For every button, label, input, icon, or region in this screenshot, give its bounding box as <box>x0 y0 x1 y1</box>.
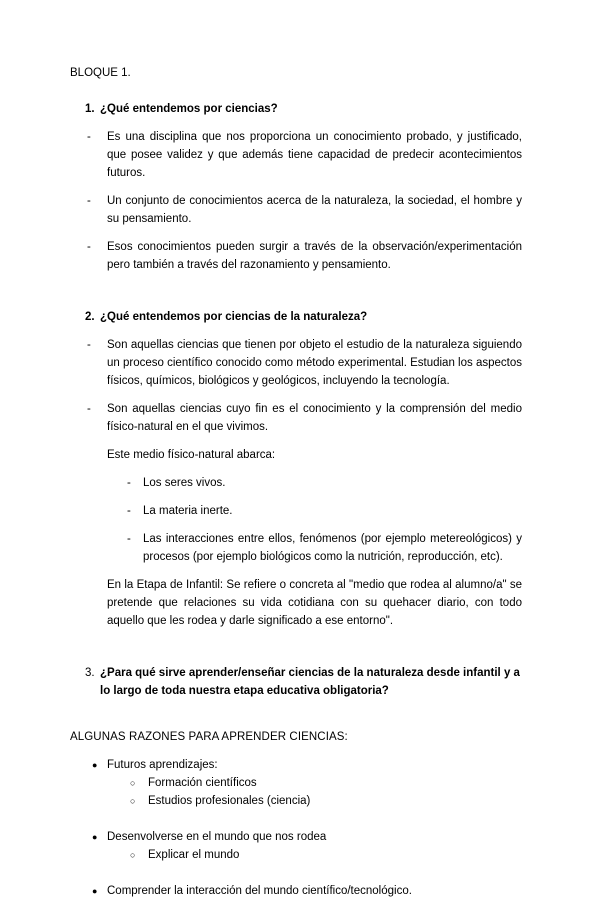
spacer <box>70 274 522 308</box>
sub-list-item <box>70 530 522 566</box>
question-1-heading <box>70 100 522 118</box>
dash-bullet-icon: - <box>87 403 91 415</box>
dash-bullet-icon: - <box>87 241 91 253</box>
question-1-number: 1. <box>85 103 95 115</box>
sub-list-item <box>70 774 522 792</box>
reasons-section-title: ALGUNAS RAZONES PARA APRENDER CIENCIAS: <box>70 731 348 743</box>
sub-list-item <box>70 474 522 492</box>
dash-bullet-icon: - <box>127 533 131 545</box>
dash-bullet-icon: - <box>127 505 131 517</box>
list-item-text: Futuros aprendizajes: <box>107 759 218 771</box>
sub-list-item-text: Las interacciones entre ellos, fenómenos (por ejemplo metereológicos) y procesos (por ejemplo biológicos como la nutrición, reproducción, etc). <box>143 533 522 563</box>
spacer <box>70 700 522 728</box>
question-3-text: ¿Para qué sirve aprender/enseñar ciencias de la naturaleza desde infantil y a lo largo de toda nuestra etapa educativa obligatoria? <box>100 667 520 697</box>
question-2-text: ¿Qué entendemos por ciencias de la naturaleza? <box>100 311 368 323</box>
spacer <box>70 326 522 336</box>
question-2-heading <box>70 308 522 326</box>
spacer <box>70 810 522 828</box>
list-item <box>70 192 522 228</box>
question-3-number: 3. <box>85 667 95 679</box>
round-bullet-icon: ● <box>92 832 98 842</box>
sub-list-item-text: La materia inerte. <box>143 505 233 517</box>
question-2-number: 2. <box>85 311 95 323</box>
hollow-circle-bullet-icon: ○ <box>130 796 136 806</box>
list-item-text: Comprender la interacción del mundo científico/tecnológico. <box>107 885 412 897</box>
spacer <box>70 492 522 502</box>
list-item <box>70 238 522 274</box>
list-item <box>70 336 522 390</box>
round-bullet-icon: ● <box>92 760 98 770</box>
spacer <box>70 436 522 446</box>
list-item-text: Son aquellas ciencias cuyo fin es el conocimiento y la comprensión del medio físico-natural en el que vivimos. <box>107 403 522 433</box>
list-item <box>70 400 522 436</box>
dash-bullet-icon: - <box>87 131 91 143</box>
lead-in-paragraph: Este medio físico-natural abarca: <box>107 449 276 461</box>
block-title: BLOQUE 1. <box>70 67 131 79</box>
list-item <box>70 882 522 900</box>
sub-list-item-text: Los seres vivos. <box>143 477 226 489</box>
list-item-text: Desenvolverse en el mundo que nos rodea <box>107 831 327 843</box>
spacer <box>70 182 522 192</box>
list-item-text: Son aquellas ciencias que tienen por objeto el estudio de la naturaleza siguiendo un proceso científico conocido como método experimental. Estudian los aspectos físicos, químicos, biológicos y geológicos, incluyendo la tecnología. <box>107 339 522 387</box>
document-content <box>70 64 522 900</box>
list-item <box>70 128 522 182</box>
dash-bullet-icon: - <box>87 339 91 351</box>
sub-list-item-text: Explicar el mundo <box>148 849 240 861</box>
question-3-heading <box>70 664 522 700</box>
sub-list-item <box>70 502 522 520</box>
question-1-text: ¿Qué entendemos por ciencias? <box>100 103 278 115</box>
spacer <box>70 82 522 100</box>
list-item <box>70 756 522 774</box>
hollow-circle-bullet-icon: ○ <box>130 850 136 860</box>
spacer <box>70 630 522 664</box>
list-item <box>70 828 522 846</box>
sub-list-item-text: Estudios profesionales (ciencia) <box>148 795 311 807</box>
list-item-text: Esos conocimientos pueden surgir a través de la observación/experimentación pero también a través del razonamiento y pensamiento. <box>107 241 522 271</box>
spacer <box>70 520 522 530</box>
dash-bullet-icon: - <box>127 477 131 489</box>
sub-list-item <box>70 846 522 864</box>
list-item-text: Es una disciplina que nos proporciona un conocimiento probado, y justificado, que posee validez y que además tiene capacidad de predecir acontecimientos futuros. <box>107 131 522 179</box>
spacer <box>70 390 522 400</box>
round-bullet-icon: ● <box>92 886 98 896</box>
spacer <box>70 864 522 882</box>
spacer <box>70 118 522 128</box>
spacer <box>70 566 522 576</box>
list-item-text: Un conjunto de conocimientos acerca de la naturaleza, la sociedad, el hombre y su pensamiento. <box>107 195 522 225</box>
spacer <box>70 746 522 756</box>
hollow-circle-bullet-icon: ○ <box>130 778 136 788</box>
spacer <box>70 464 522 474</box>
spacer <box>70 228 522 238</box>
closing-paragraph: En la Etapa de Infantil: Se refiere o concreta al "medio que rodea al alumno/a" se pretende que relaciones su vida cotidiana con su quehacer diario, con todo aquello que les rodea y darle significado a ese entorno". <box>107 579 522 627</box>
sub-list-item-text: Formación científicos <box>148 777 257 789</box>
dash-bullet-icon: - <box>87 195 91 207</box>
sub-list-item <box>70 792 522 810</box>
